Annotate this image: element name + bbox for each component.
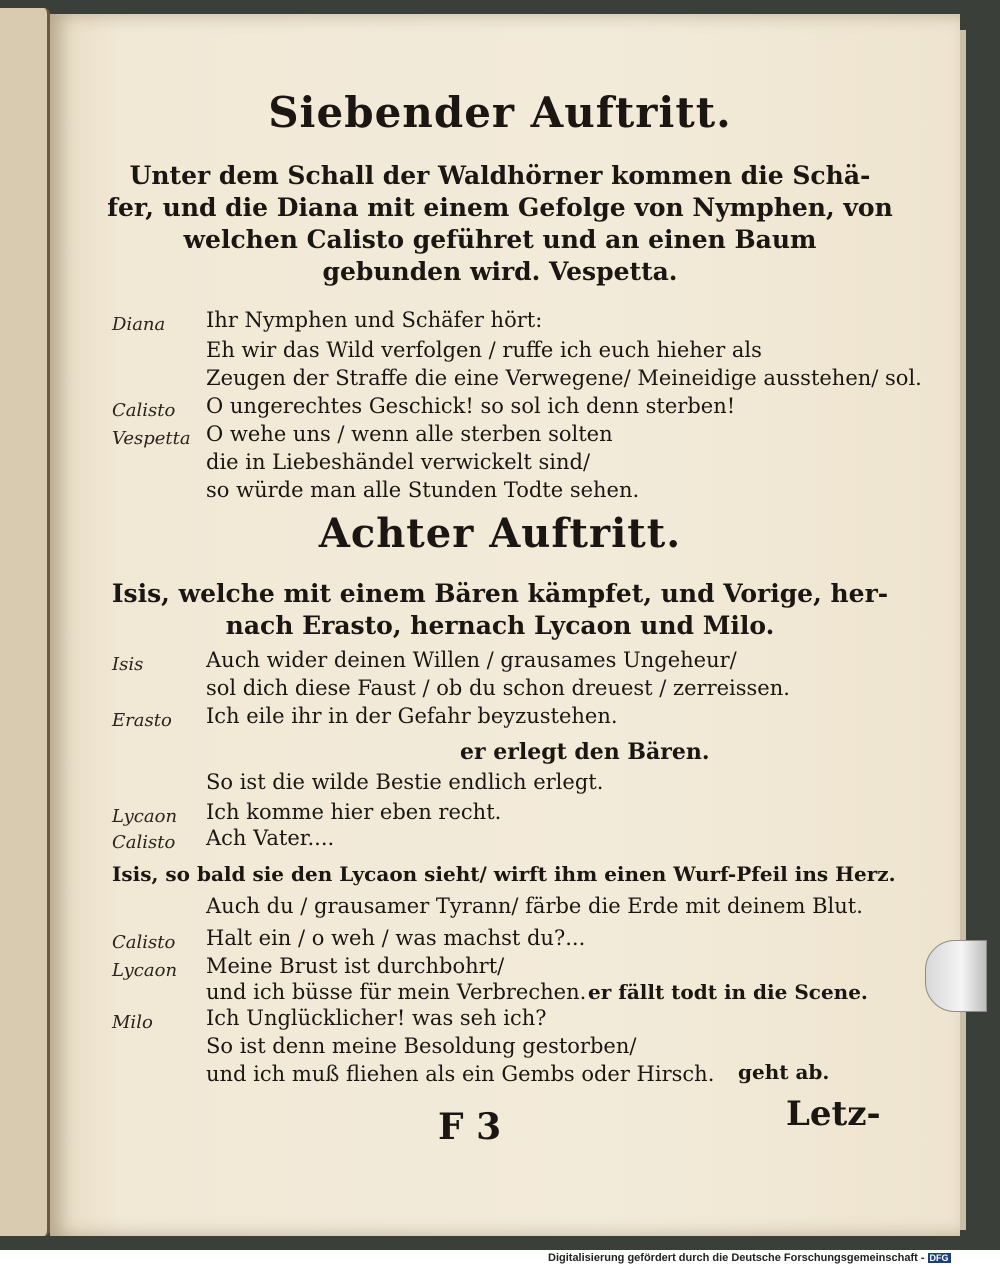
direction-line: welchen Calisto geführet und an einen Baum	[183, 225, 817, 254]
dfg-logo: DFG	[929, 1253, 949, 1263]
verse-line: und ich büsse für mein Verbrechen.	[206, 980, 587, 1004]
direction-line: fer, und die Diana mit einem Gefolge von Nymphen, von	[107, 193, 893, 222]
verse-line: So ist die wilde Bestie endlich erlegt.	[206, 770, 604, 794]
speaker-lycaon: Lycaon	[112, 806, 178, 827]
verse-line: Ich komme hier eben recht.	[206, 800, 502, 824]
digitization-credit	[548, 1252, 951, 1264]
stage-direction-inline: er fällt todt in die Scene.	[588, 980, 868, 1004]
scene-7-title: Siebender Auftritt.	[268, 88, 732, 137]
speaker-milo: Milo	[112, 1012, 153, 1033]
verse-line: Ach Vater....	[206, 826, 335, 850]
verse-line: und ich muß fliehen als ein Gembs oder Hirsch.	[206, 1062, 715, 1086]
speaker-erasto: Erasto	[112, 710, 172, 731]
verse-line: Auch wider deinen Willen / grausames Ungeheur/	[206, 648, 737, 672]
verse-line: Ihr Nymphen und Schäfer hört:	[206, 308, 543, 332]
speaker-diana: Diana	[112, 314, 166, 335]
direction-line: nach Erasto, hernach Lycaon und Milo.	[225, 611, 775, 640]
speaker-vespetta: Vespetta	[112, 428, 191, 449]
direction-line: Unter dem Schall der Waldhörner kommen die Schä-	[129, 161, 871, 190]
page-turn-tab[interactable]	[925, 940, 987, 1012]
scene-8-stage-direction	[100, 578, 900, 642]
stage-direction-inline: geht ab.	[738, 1060, 830, 1084]
verse-line: Auch du / grausamer Tyrann/ färbe die Erde mit deinem Blut.	[206, 894, 863, 918]
credit-text: Digitalisierung gefördert durch die Deutsche Forschungsgemeinschaft -	[548, 1252, 925, 1264]
speaker-calisto: Calisto	[112, 932, 176, 953]
speaker-calisto: Calisto	[112, 400, 176, 421]
verse-line: Zeugen der Straffe die eine Verwegene/ Meineidige ausstehen/ sol.	[206, 366, 922, 390]
facing-page-edge	[0, 8, 50, 1236]
verse-line: Ich eile ihr in der Gefahr beyzustehen.	[206, 704, 618, 728]
verse-line: O ungerechtes Geschick! so sol ich denn sterben!	[206, 394, 736, 418]
verse-line: So ist denn meine Besoldung gestorben/	[206, 1034, 637, 1058]
scene-8-title: Achter Auftritt.	[318, 510, 682, 557]
verse-line: Meine Brust ist durchbohrt/	[206, 954, 505, 978]
direction-line: gebunden wird. Vespetta.	[322, 257, 678, 286]
verse-line: sol dich diese Faust / ob du schon dreuest / zerreissen.	[206, 676, 790, 700]
signature-mark: F 3	[438, 1106, 502, 1148]
verse-line: Eh wir das Wild verfolgen / ruffe ich euch hieher als	[206, 338, 762, 362]
stage-direction-inline: er erlegt den Bären.	[460, 739, 710, 765]
speaker-lycaon: Lycaon	[112, 960, 178, 981]
direction-line: Isis, welche mit einem Bären kämpfet, und Vorige, her-	[111, 579, 889, 608]
catchword: Letz-	[786, 1094, 881, 1134]
verse-line: so würde man alle Stunden Todte sehen.	[206, 478, 640, 502]
speaker-isis: Isis	[112, 654, 144, 675]
verse-line: Ich Unglücklicher! was seh ich?	[206, 1006, 547, 1030]
verse-line: Halt ein / o weh / was machst du?...	[206, 926, 586, 950]
stage-direction-line: Isis, so bald sie den Lycaon sieht/ wirft ihm einen Wurf-Pfeil ins Herz.	[112, 862, 896, 886]
verse-line: die in Liebeshändel verwickelt sind/	[206, 450, 591, 474]
speaker-calisto: Calisto	[112, 832, 176, 853]
scene-7-stage-direction	[90, 160, 910, 288]
verse-line: O wehe uns / wenn alle sterben solten	[206, 422, 613, 446]
